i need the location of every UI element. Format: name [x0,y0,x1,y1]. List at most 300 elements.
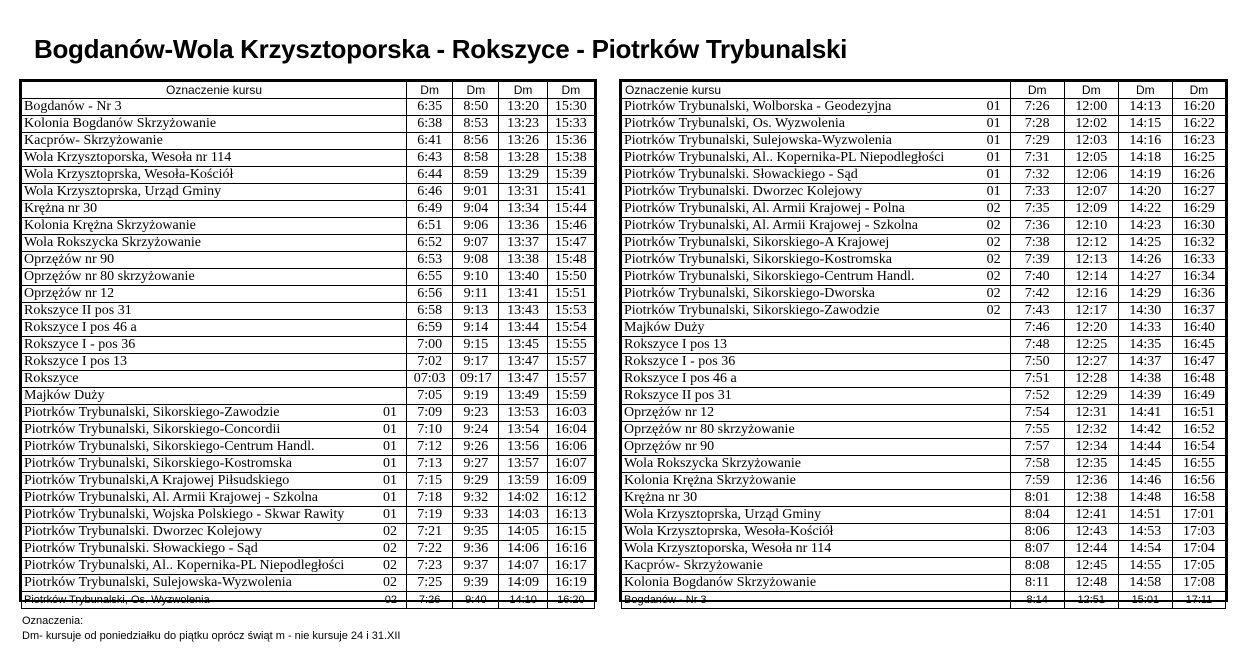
departure-time: 14:10 [499,592,547,609]
stop-name: Wola Rokszycka Skrzyżowanie [24,235,201,250]
departure-time: 7:05 [407,388,453,405]
departure-time: 16:25 [1172,150,1225,167]
stop-name: Rokszyce I - pos 36 [624,354,736,369]
departure-time: 7:18 [407,490,453,507]
stop-name-cell [622,490,1011,507]
departure-time: 6:55 [407,269,453,286]
departure-time: 7:13 [407,456,453,473]
departure-time: 13:44 [499,320,547,337]
table-row [22,541,595,558]
stop-name: Piotrków Trybunalski,A Krajowej Piłsudskiego [24,473,290,488]
departure-time: 13:20 [499,99,547,116]
stop-name: Kolonia Krężna Skrzyżowanie [24,218,196,233]
departure-time: 13:43 [499,303,547,320]
timetable-return [619,79,1228,606]
stop-name: Piotrków Trybunalski. Dworzec Kolejowy [624,184,862,199]
departure-time: 14:18 [1118,150,1172,167]
table-row [22,558,595,575]
stop-name: Oprzężów nr 12 [624,405,715,420]
departure-time: 9:35 [453,524,499,541]
departure-time: 13:53 [499,405,547,422]
departure-time: 6:56 [407,286,453,303]
table-row [22,354,595,371]
departure-time: 6:53 [407,252,453,269]
stop-name-cell [22,388,407,405]
table-row [622,269,1226,286]
departure-time: 16:40 [1172,320,1225,337]
table-row [622,524,1226,541]
stop-name: Wola Krzysztoprska, Wesoła-Kościół [624,524,834,539]
departure-time: 15:59 [547,388,594,405]
stop-platform: 02 [986,269,1001,284]
departure-time: 8:53 [453,116,499,133]
table-row [622,235,1226,252]
departure-time: 14:27 [1118,269,1172,286]
table-row [622,320,1226,337]
departure-time: 16:48 [1172,371,1225,388]
departure-time: 16:27 [1172,184,1225,201]
departure-time: 16:47 [1172,354,1225,371]
table-row [622,575,1226,592]
stop-name-cell [622,575,1011,592]
departure-time: 14:35 [1118,337,1172,354]
stop-name-cell [22,354,407,371]
departure-time: 6:46 [407,184,453,201]
departure-time: 12:00 [1064,99,1118,116]
departure-time: 14:44 [1118,439,1172,456]
departure-time: 16:49 [1172,388,1225,405]
stop-name-cell [22,201,407,218]
stop-name-cell [22,337,407,354]
table-row [622,286,1226,303]
table-row [22,184,595,201]
departure-time: 9:27 [453,456,499,473]
stop-name-cell [22,303,407,320]
stop-name: Wola Krzysztoporska, Wesoła nr 114 [624,541,832,556]
stop-name-cell [622,218,1011,235]
stop-name-cell [622,150,1011,167]
stop-name: Piotrków Trybunalski, Sikorskiego-A Krajowej [624,235,890,250]
departure-time: 14:58 [1118,575,1172,592]
stop-name-cell [622,541,1011,558]
stop-name: Bogdanów - Nr 3 [624,594,707,606]
departure-time: 15:30 [547,99,594,116]
departure-time: 14:22 [1118,201,1172,218]
departure-time: 14:30 [1118,303,1172,320]
stop-name: Rokszyce [24,371,79,386]
departure-time: 7:40 [1010,269,1064,286]
departure-time: 6:52 [407,235,453,252]
departure-time: 9:15 [453,337,499,354]
header-dm: Dm [1172,82,1225,99]
departure-time: 14:46 [1118,473,1172,490]
stop-name: Krężna nr 30 [624,490,698,505]
stop-name: Piotrków Trybunalski, Sikorskiego-Centrum Handl. [624,269,915,284]
departure-time: 14:37 [1118,354,1172,371]
departure-time: 17:05 [1172,558,1225,575]
departure-time: 7:23 [407,558,453,575]
departure-time: 9:32 [453,490,499,507]
departure-time: 9:36 [453,541,499,558]
table-row [622,592,1226,609]
stop-name: Rokszyce I pos 13 [624,337,728,352]
departure-time: 12:25 [1064,337,1118,354]
departure-time: 12:03 [1064,133,1118,150]
departure-time: 12:35 [1064,456,1118,473]
departure-time: 7:26 [1010,99,1064,116]
departure-time: 12:12 [1064,235,1118,252]
stop-name-cell [622,184,1011,201]
stop-name-cell [622,99,1011,116]
stop-name: Krężna nr 30 [24,201,98,216]
departure-time: 7:59 [1010,473,1064,490]
stop-name: Piotrków Trybunalski, Os. Wyzwolenia [24,594,210,606]
departure-time: 7:25 [407,575,453,592]
departure-time: 14:03 [499,507,547,524]
departure-time: 15:38 [547,150,594,167]
table-row [622,405,1226,422]
table-row [22,286,595,303]
departure-time: 12:51 [1064,592,1118,609]
stop-name: Piotrków Trybunalski, Al. Armii Krajowej - Szkolna [624,218,918,233]
departure-time: 14:15 [1118,116,1172,133]
departure-time: 6:58 [407,303,453,320]
departure-time: 14:25 [1118,235,1172,252]
header-dm: Dm [453,82,499,99]
stop-name: Rokszyce II pos 31 [24,303,132,318]
stop-name: Piotrków Trybunalski, Al. Armii Krajowej - Szkolna [24,490,318,505]
stop-platform: 02 [383,558,398,573]
departure-time: 7:15 [407,473,453,490]
stop-name: Rokszyce I pos 46 a [24,320,137,335]
departure-time: 15:39 [547,167,594,184]
departure-time: 16:30 [1172,218,1225,235]
header-dm: Dm [499,82,547,99]
stop-name-cell [622,201,1011,218]
departure-time: 12:31 [1064,405,1118,422]
stop-platform: 01 [986,184,1001,199]
departure-time: 9:29 [453,473,499,490]
legend [22,614,400,644]
departure-time: 14:07 [499,558,547,575]
departure-time: 14:02 [499,490,547,507]
departure-time: 7:10 [407,422,453,439]
stop-name-cell [622,405,1011,422]
stop-name-cell [22,405,407,422]
table-row [622,439,1226,456]
departure-time: 14:48 [1118,490,1172,507]
departure-time: 17:01 [1172,507,1225,524]
stop-platform: 01 [986,116,1001,131]
page-title: Bogdanów-Wola Krzysztoporska - Rokszyce - Piotrków Trybunalski [34,34,848,64]
stop-platform: 01 [986,150,1001,165]
stop-platform: 01 [383,456,398,471]
departure-time: 13:57 [499,456,547,473]
stop-name-cell [22,99,407,116]
table-row [622,252,1226,269]
stop-name-cell [622,422,1011,439]
departure-time: 13:28 [499,150,547,167]
departure-time: 9:39 [453,575,499,592]
stop-name: Piotrków Trybunalski, Wolborska - Geodezyjna [624,99,892,114]
departure-time: 12:44 [1064,541,1118,558]
departure-time: 9:01 [453,184,499,201]
stop-name: Rokszyce I pos 13 [24,354,128,369]
table-row [622,422,1226,439]
departure-time: 16:33 [1172,252,1225,269]
departure-time: 6:59 [407,320,453,337]
departure-time: 7:43 [1010,303,1064,320]
table-row [22,201,595,218]
departure-time: 16:54 [1172,439,1225,456]
departure-time: 7:58 [1010,456,1064,473]
departure-time: 9:33 [453,507,499,524]
stop-platform: 02 [986,218,1001,233]
table-row [622,507,1226,524]
departure-time: 13:23 [499,116,547,133]
departure-time: 16:15 [547,524,594,541]
header-course: Oznaczenie kursu [22,82,407,99]
departure-time: 7:57 [1010,439,1064,456]
departure-time: 12:13 [1064,252,1118,269]
departure-time: 6:41 [407,133,453,150]
departure-time: 14:29 [1118,286,1172,303]
stop-name-cell [22,490,407,507]
departure-time: 17:08 [1172,575,1225,592]
departure-time: 07:03 [407,371,453,388]
departure-time: 16:55 [1172,456,1225,473]
stop-platform: 02 [383,575,398,590]
table-row [22,405,595,422]
table-row [22,575,595,592]
stop-name-cell [22,252,407,269]
departure-time: 14:53 [1118,524,1172,541]
departure-time: 13:41 [499,286,547,303]
stop-name: Piotrków Trybunalski, Sikorskiego-Kostromska [624,252,892,267]
departure-time: 8:08 [1010,558,1064,575]
header-dm: Dm [1010,82,1064,99]
departure-time: 13:38 [499,252,547,269]
departure-time: 14:06 [499,541,547,558]
legend-heading: Oznaczenia: [22,615,84,627]
departure-time: 12:38 [1064,490,1118,507]
header-dm: Dm [1064,82,1118,99]
stop-name-cell [22,218,407,235]
header-dm: Dm [407,82,453,99]
departure-time: 15:50 [547,269,594,286]
header-dm: Dm [1118,82,1172,99]
stop-platform: 01 [383,490,398,505]
stop-platform: 02 [986,252,1001,267]
stop-name: Wola Krzysztoprska, Wesoła-Kościół [24,167,234,182]
stop-name: Rokszyce I - pos 36 [24,337,136,352]
table-row [22,337,595,354]
table-row [622,167,1226,184]
stop-name: Wola Krzysztoprska, Urząd Gminy [24,184,222,199]
stop-name: Piotrków Trybunalski, Al.. Kopernika-PL Niepodległości [624,150,945,165]
departure-time: 9:06 [453,218,499,235]
departure-time: 12:02 [1064,116,1118,133]
stop-name-cell [22,235,407,252]
stop-name: Piotrków Trybunalski, Al. Armii Krajowej - Polna [624,201,905,216]
stop-name: Majków Duży [24,388,105,403]
departure-time: 16:20 [547,592,594,609]
departure-time: 6:44 [407,167,453,184]
stop-name-cell [622,116,1011,133]
stop-name: Wola Krzysztoprska, Urząd Gminy [624,507,822,522]
table-row [622,133,1226,150]
departure-time: 12:27 [1064,354,1118,371]
departure-time: 7:31 [1010,150,1064,167]
departure-time: 15:48 [547,252,594,269]
departure-time: 13:49 [499,388,547,405]
departure-time: 14:13 [1118,99,1172,116]
departure-time: 8:58 [453,150,499,167]
table-row [22,252,595,269]
departure-time: 7:21 [407,524,453,541]
departure-time: 16:32 [1172,235,1225,252]
stop-name-cell [622,303,1011,320]
departure-time: 14:19 [1118,167,1172,184]
stop-name-cell [622,439,1011,456]
stop-name: Rokszyce II pos 31 [624,388,732,403]
stop-name-cell [622,235,1011,252]
departure-time: 13:54 [499,422,547,439]
departure-time: 09:17 [453,371,499,388]
stop-platform: 01 [383,405,398,420]
departure-time: 9:26 [453,439,499,456]
departure-time: 8:04 [1010,507,1064,524]
stop-name-cell [622,473,1011,490]
departure-time: 16:23 [1172,133,1225,150]
stop-name: Piotrków Trybunalski, Al.. Kopernika-PL Niepodległości [24,558,345,573]
stop-name: Piotrków Trybunalski. Słowackiego - Sąd [624,167,858,182]
departure-time: 13:36 [499,218,547,235]
table-row [622,490,1226,507]
stop-name-cell [622,507,1011,524]
departure-time: 15:41 [547,184,594,201]
table-row [22,320,595,337]
departure-time: 12:43 [1064,524,1118,541]
stop-name-cell [22,150,407,167]
departure-time: 13:56 [499,439,547,456]
departure-time: 15:55 [547,337,594,354]
departure-time: 9:19 [453,388,499,405]
stop-name: Kacprów- Skrzyżowanie [624,558,763,573]
departure-time: 17:04 [1172,541,1225,558]
stop-name: Kacprów- Skrzyżowanie [24,133,163,148]
stop-name: Piotrków Trybunalski, Sikorskiego-Centrum Handl. [24,439,315,454]
departure-time: 14:51 [1118,507,1172,524]
departure-time: 16:37 [1172,303,1225,320]
departure-time: 15:36 [547,133,594,150]
departure-time: 8:11 [1010,575,1064,592]
departure-time: 13:37 [499,235,547,252]
stop-name: Piotrków Trybunalski, Sikorskiego-Dworska [624,286,875,301]
table-row [22,303,595,320]
table-row [22,524,595,541]
stop-name-cell [622,133,1011,150]
table-row [22,507,595,524]
departure-time: 13:47 [499,371,547,388]
stop-name: Wola Krzysztoporska, Wesoła nr 114 [24,150,232,165]
stop-name: Majków Duży [624,320,705,335]
departure-time: 15:01 [1118,592,1172,609]
departure-time: 16:51 [1172,405,1225,422]
departure-time: 12:10 [1064,218,1118,235]
stop-name-cell [22,558,407,575]
departure-time: 6:49 [407,201,453,218]
legend-text: Dm- kursuje od poniedziałku do piątku oprócz świąt m - nie kursuje 24 i 31.XII [22,630,401,642]
stop-name-cell [22,269,407,286]
stop-name-cell [622,269,1011,286]
stop-name-cell [22,541,407,558]
table-row [22,473,595,490]
departure-time: 7:28 [1010,116,1064,133]
stop-name-cell [622,388,1011,405]
departure-time: 14:39 [1118,388,1172,405]
departure-time: 8:50 [453,99,499,116]
departure-time: 17:03 [1172,524,1225,541]
stop-name-cell [622,456,1011,473]
stop-name-cell [622,252,1011,269]
departure-time: 12:16 [1064,286,1118,303]
departure-time: 15:47 [547,235,594,252]
departure-time: 12:34 [1064,439,1118,456]
departure-time: 7:52 [1010,388,1064,405]
departure-time: 16:34 [1172,269,1225,286]
departure-time: 16:17 [547,558,594,575]
table-row [622,116,1226,133]
departure-time: 15:54 [547,320,594,337]
stop-name-cell [622,558,1011,575]
departure-time: 7:35 [1010,201,1064,218]
stop-name: Rokszyce I pos 46 a [624,371,737,386]
departure-time: 14:42 [1118,422,1172,439]
stop-name-cell [22,592,407,609]
departure-time: 9:40 [453,592,499,609]
stop-name: Bogdanów - Nr 3 [24,99,122,114]
table-row [622,218,1226,235]
departure-time: 7:19 [407,507,453,524]
table-row [22,439,595,456]
departure-time: 16:26 [1172,167,1225,184]
stop-name: Piotrków Trybunalski, Wojska Polskiego - Skwar Rawity [24,507,345,522]
table-row [622,558,1226,575]
departure-time: 9:04 [453,201,499,218]
stop-name: Piotrków Trybunalski, Sulejowska-Wyzwolenia [24,575,292,590]
stop-platform: 02 [383,524,398,539]
departure-time: 17:11 [1172,592,1225,609]
departure-time: 14:38 [1118,371,1172,388]
stop-name-cell [22,320,407,337]
stop-platform: 01 [383,422,398,437]
stop-name: Piotrków Trybunalski, Os. Wyzwolenia [624,116,845,131]
departure-time: 14:33 [1118,320,1172,337]
stop-platform: 01 [986,133,1001,148]
departure-time: 7:00 [407,337,453,354]
departure-time: 6:35 [407,99,453,116]
departure-time: 16:03 [547,405,594,422]
stop-name: Piotrków Trybunalski, Sikorskiego-Kostromska [24,456,292,471]
departure-time: 16:06 [547,439,594,456]
stop-platform: 02 [986,235,1001,250]
stop-name: Piotrków Trybunalski, Sikorskiego-Zawodzie [24,405,280,420]
departure-time: 15:51 [547,286,594,303]
stop-name-cell [622,167,1011,184]
table-row [622,371,1226,388]
departure-time: 6:43 [407,150,453,167]
